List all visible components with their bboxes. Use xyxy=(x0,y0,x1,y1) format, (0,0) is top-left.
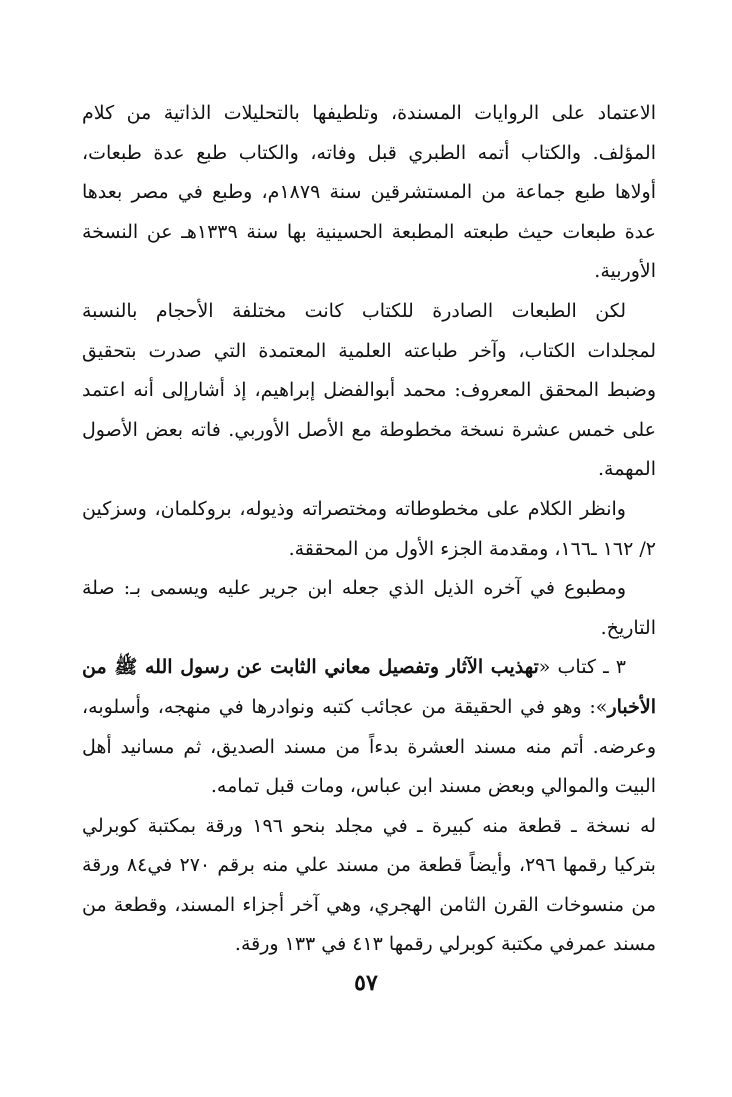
text-line: لمجلدات الكتاب، وآخر طباعته العلمية المعتمدة التي صدرت بتحقيق xyxy=(82,339,656,362)
text-line: عدة طبعات حيث طبعته المطبعة الحسينية بها سنة ١٣٣٩هـ عن النسخة xyxy=(82,220,656,243)
page-text-body xyxy=(82,94,656,994)
page-number: ٥٧ xyxy=(354,970,378,996)
text-line: وانظر الكلام على مخطوطاته ومختصراته وذيوله، بروكلمان، وسزكين xyxy=(82,497,626,520)
text-line: لكن الطبعات الصادرة للكتاب كانت مختلفة الأحجام بالنسبة xyxy=(82,299,626,322)
text-line: أولاها طبع جماعة من المستشرقين سنة ١٨٧٩م، وطبع في مصر بعدها xyxy=(82,181,656,204)
paragraph-5 xyxy=(82,648,656,806)
paragraph-3 xyxy=(82,490,656,569)
text-line: له نسخة ـ قطعة منه كبيرة ـ في مجلد بنحو ١٩٦ ورقة بمكتبة كوبرلي xyxy=(82,814,656,837)
text-line: ٢/ ١٦٢ ـ١٦٦، ومقدمة الجزء الأول من المحققة. xyxy=(288,537,656,560)
text-line: التاريخ. xyxy=(600,616,656,639)
text-line: مسند عمرفي مكتبة كوبرلي رقمها ٤١٣ في ١٣٣ ورقة. xyxy=(234,933,656,956)
text-line: المؤلف. والكتاب أتمه الطبري قبل وفاته، والكتاب طبع عدة طبعات، xyxy=(82,141,656,164)
text-fragment: »: وهو في الحقيقة من عجائب كتبه ونوادرها في منهجه، وأسلوبه، xyxy=(82,695,608,718)
text-line: البيت والموالي وبعض مسند ابن عباس، ومات قبل تمامه. xyxy=(210,775,656,798)
text-line: ومطبوع في آخره الذيل الذي جعله ابن جرير عليه ويسمى بـ: صلة xyxy=(82,577,626,600)
text-line: المهمة. xyxy=(597,458,656,481)
paragraph-2 xyxy=(82,292,656,490)
text-line: وضبط المحقق المعروف: محمد أبوالفضل إبراهيم، إذ أشارإلى أنه اعتمد xyxy=(82,379,656,402)
text-line: بتركيا رقمها ٢٩٦، وأيضاً قطعة من مسند علي منه برقم ٢٧٠ في٨٤ ورقة xyxy=(82,854,656,877)
text-line: من منسوخات القرن الثامن الهجري، وهي آخر أجزاء المسند، وقطعة من xyxy=(82,893,656,916)
text-line: على خمس عشرة نسخة مخطوطة مع الأصل الأوربي. فاته بعض الأصول xyxy=(82,418,656,441)
text-line: وعرضه. أتم منه مسند العشرة بدءاً من مسند الصديق، ثم مسانيد أهل xyxy=(82,735,656,758)
paragraph-6 xyxy=(82,807,656,965)
book-title: تهذيب الآثار وتفصيل معاني الثابت عن رسول الله ﷺ من xyxy=(82,656,539,679)
text-line: الاعتماد على الروايات المسندة، وتلطيفها بالتحليلات الذاتية من كلام xyxy=(82,102,656,124)
text-line: الأوربية. xyxy=(594,260,656,283)
paragraph-1 xyxy=(82,94,656,292)
text-line xyxy=(82,648,656,688)
list-item-number: ٣ ـ كتاب « xyxy=(538,656,627,679)
text-line xyxy=(82,688,656,728)
paragraph-4 xyxy=(82,569,656,648)
book-title-end: الأخبار xyxy=(607,695,656,718)
